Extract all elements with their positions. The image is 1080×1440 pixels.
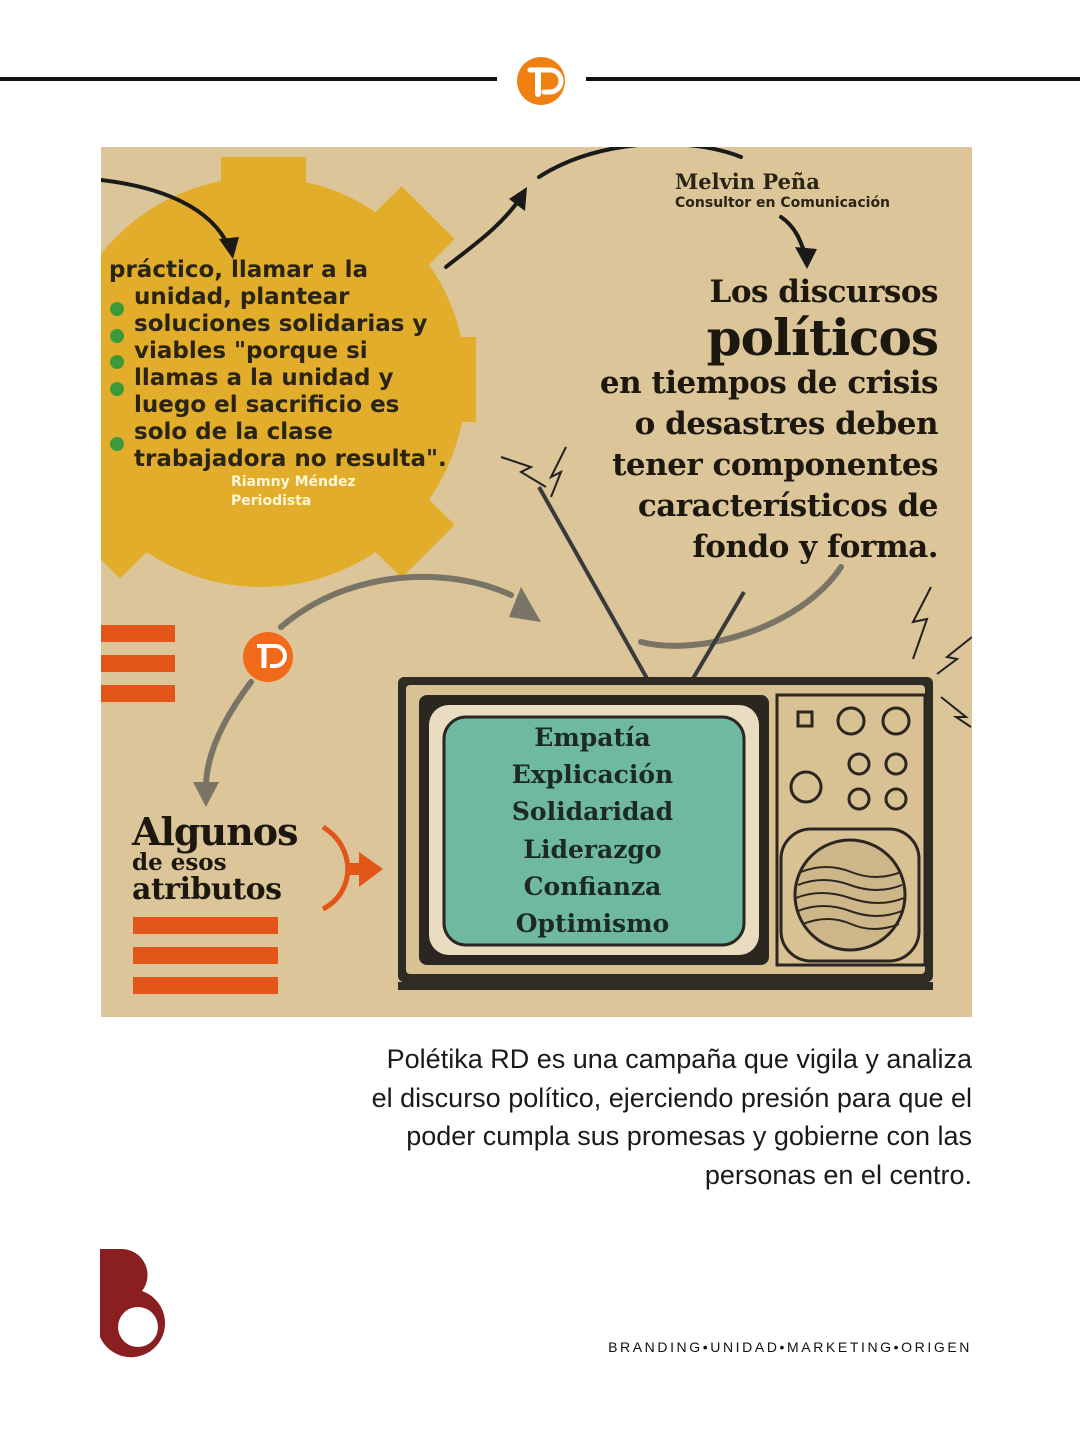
- top-divider-right: [586, 77, 1080, 81]
- infographic-card: [101, 147, 972, 1017]
- quote-block: [109, 257, 449, 511]
- quote-line: solo de la clase: [134, 419, 333, 445]
- headline-line: característicos de: [637, 488, 938, 524]
- quote-line: unidad, plantear: [134, 284, 350, 310]
- headline-line: fondo y forma.: [692, 529, 938, 565]
- caption-line: Polétika RD es una campaña que vigila y analiza: [386, 1044, 972, 1074]
- poletika-logo-small-icon: [243, 632, 293, 682]
- headline-line: o desastres deben: [634, 406, 938, 442]
- headline-line: Los discursos: [709, 274, 938, 310]
- quote-line: viables "porque si: [134, 338, 368, 364]
- attributes-title-3: atributos: [132, 872, 282, 907]
- caption-line: poder cumpla sus promesas y gobierne con las: [406, 1121, 972, 1152]
- quote-line: llamas a la unidad y: [134, 365, 394, 391]
- attributes-title: [132, 809, 298, 907]
- attribute-item: Empatía: [534, 723, 651, 752]
- top-divider-left: [0, 77, 497, 81]
- attribute-item: Solidaridad: [511, 797, 674, 827]
- headline-line: tener componentes: [612, 447, 938, 483]
- quote-line: soluciones solidarias y: [134, 311, 428, 337]
- author-name: Melvin Peña: [675, 169, 820, 194]
- quote-line: trabajadora no resulta".: [134, 446, 447, 472]
- attribute-item: Confianza: [523, 871, 662, 901]
- attribute-item: Liderazgo: [523, 834, 662, 864]
- attribute-item: Optimismo: [515, 909, 670, 939]
- headline-line: en tiempos de crisis: [599, 365, 938, 401]
- attributes-list: [445, 719, 740, 942]
- quote-author: Riamny Méndez: [231, 474, 356, 490]
- headline-line: políticos: [706, 308, 938, 367]
- author-role: Consultor en Comunicación: [675, 195, 891, 211]
- attributes-title-2: de esos: [132, 849, 227, 876]
- headline: [600, 272, 938, 568]
- caption: [252, 1040, 972, 1194]
- quote-author-role: Periodista: [231, 493, 312, 509]
- quote-line: luego el sacrificio es: [134, 392, 400, 418]
- brand-b-logo-icon: [100, 1249, 174, 1359]
- poletika-logo-icon: [516, 56, 566, 106]
- author-credit: [675, 169, 890, 211]
- tagline: BRANDING•UNIDAD•MARKETING•ORIGEN: [608, 1339, 972, 1355]
- quote-line: práctico, llamar a la: [109, 257, 369, 283]
- attribute-item: Explicación: [511, 760, 674, 790]
- caption-line: personas en el centro.: [704, 1159, 972, 1190]
- caption-line: el discurso político, ejerciendo presión para que el: [371, 1082, 972, 1113]
- attributes-title-1: Algunos: [132, 809, 298, 854]
